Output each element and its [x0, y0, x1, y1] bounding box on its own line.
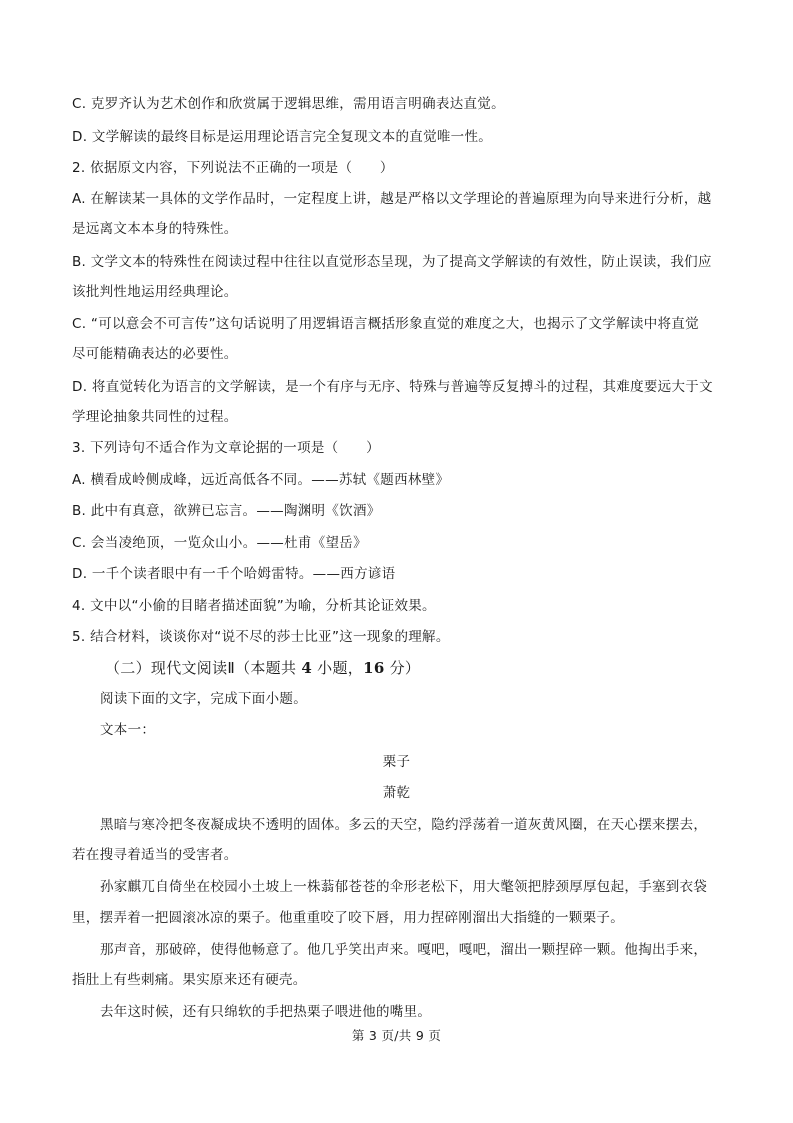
- section-heading: （二）现代文阅读Ⅱ（本题共 4 小题，16 分）: [105, 659, 421, 677]
- story-author: 萧乾: [382, 785, 411, 801]
- paragraph-4-line1: 去年这时候，还有只绵软的手把热栗子喂进他的嘴里。: [100, 1004, 432, 1020]
- paragraph-2-line2: 里，摆弄着一把圆滚冰凉的栗子。他重重咬了咬下唇，用力捏碎刚溜出大指缝的一颗栗子。: [72, 910, 624, 926]
- q2-option-c-line1: C. “可以意会不可言传”这句话说明了用逻辑语言概括形象直觉的难度之大，也揭示了文学解读中将直觉: [72, 316, 699, 332]
- question-3-stem: 3. 下列诗句不适合作为文章论据的一项是（ ）: [72, 440, 380, 456]
- story-title: 栗子: [382, 754, 411, 770]
- q2-option-b-line1: B. 文学文本的特殊性在阅读过程中往往以直觉形态呈现，为了提高文学解读的有效性，防止误读，我们应: [72, 254, 712, 270]
- q2-option-d-line1: D. 将直觉转化为语言的文学解读，是一个有序与无序、特殊与普遍等反复搏斗的过程，其难度要远大于文: [72, 379, 713, 395]
- paragraph-1-line2: 若在搜寻着适当的受害者。: [72, 847, 238, 863]
- page-number: 第 3 页/共 9 页: [351, 1028, 442, 1043]
- q2-option-d-line2: 学理论抽象共同性的过程。: [72, 409, 238, 425]
- question-2-stem: 2. 依据原文内容，下列说法不正确的一项是（ ）: [72, 160, 394, 176]
- paragraph-2-line1: 孙家麒兀自倚坐在校园小土坡上一株蓊郁苍苍的伞形老松下，用大氅领把脖颈厚厚包起，手塞到衣袋: [100, 879, 708, 895]
- q2-option-a-line1: A. 在解读某一具体的文学作品时，一定程度上讲，越是严格以文学理论的普遍原理为向导来进行分析，越: [72, 191, 712, 207]
- option-c-q1: C. 克罗齐认为艺术创作和欣赏属于逻辑思维，需用语言明确表达直觉。: [72, 96, 505, 112]
- q3-option-b: B. 此中有真意，欲辨已忘言。——陶渊明《饮酒》: [72, 503, 381, 519]
- paragraph-3-line2: 指肚上有些刺痛。果实原来还有硬壳。: [72, 972, 307, 988]
- question-5: 5. 结合材料，谈谈你对“说不尽的莎士比亚”这一现象的理解。: [72, 629, 450, 645]
- paragraph-3-line1: 那声音，那破碎，使得他畅意了。他几乎笑出声来。嘎吧，嘎吧，溜出一颗捏碎一颗。他掏出手来，: [100, 942, 708, 958]
- q2-option-a-line2: 是远离文本本身的特殊性。: [72, 221, 238, 237]
- q3-option-c: C. 会当凌绝顶，一览众山小。——杜甫《望岳》: [72, 535, 367, 551]
- text-one-label: 文本一：: [100, 722, 156, 738]
- q2-option-c-line2: 尽可能精确表达的必要性。: [72, 346, 238, 362]
- q3-option-d: D. 一千个读者眼中有一千个哈姆雷特。——西方谚语: [72, 566, 396, 582]
- question-4: 4. 文中以“小偷的目睹者描述面貌”为喻，分析其论证效果。: [72, 598, 436, 614]
- paragraph-1-line1: 黑暗与寒冷把冬夜凝成块不透明的固体。多云的天空，隐约浮荡着一道灰黄风圈，在天心摆来摆去，: [100, 817, 708, 833]
- reading-instruction: 阅读下面的文字，完成下面小题。: [100, 691, 307, 707]
- option-d-q1: D. 文学解读的最终目标是运用理论语言完全复现文本的直觉唯一性。: [72, 129, 493, 145]
- q3-option-a: A. 横看成岭侧成峰，远近高低各不同。——苏轼《题西林壁》: [72, 472, 450, 488]
- q2-option-b-line2: 该批判性地运用经典理论。: [72, 284, 238, 300]
